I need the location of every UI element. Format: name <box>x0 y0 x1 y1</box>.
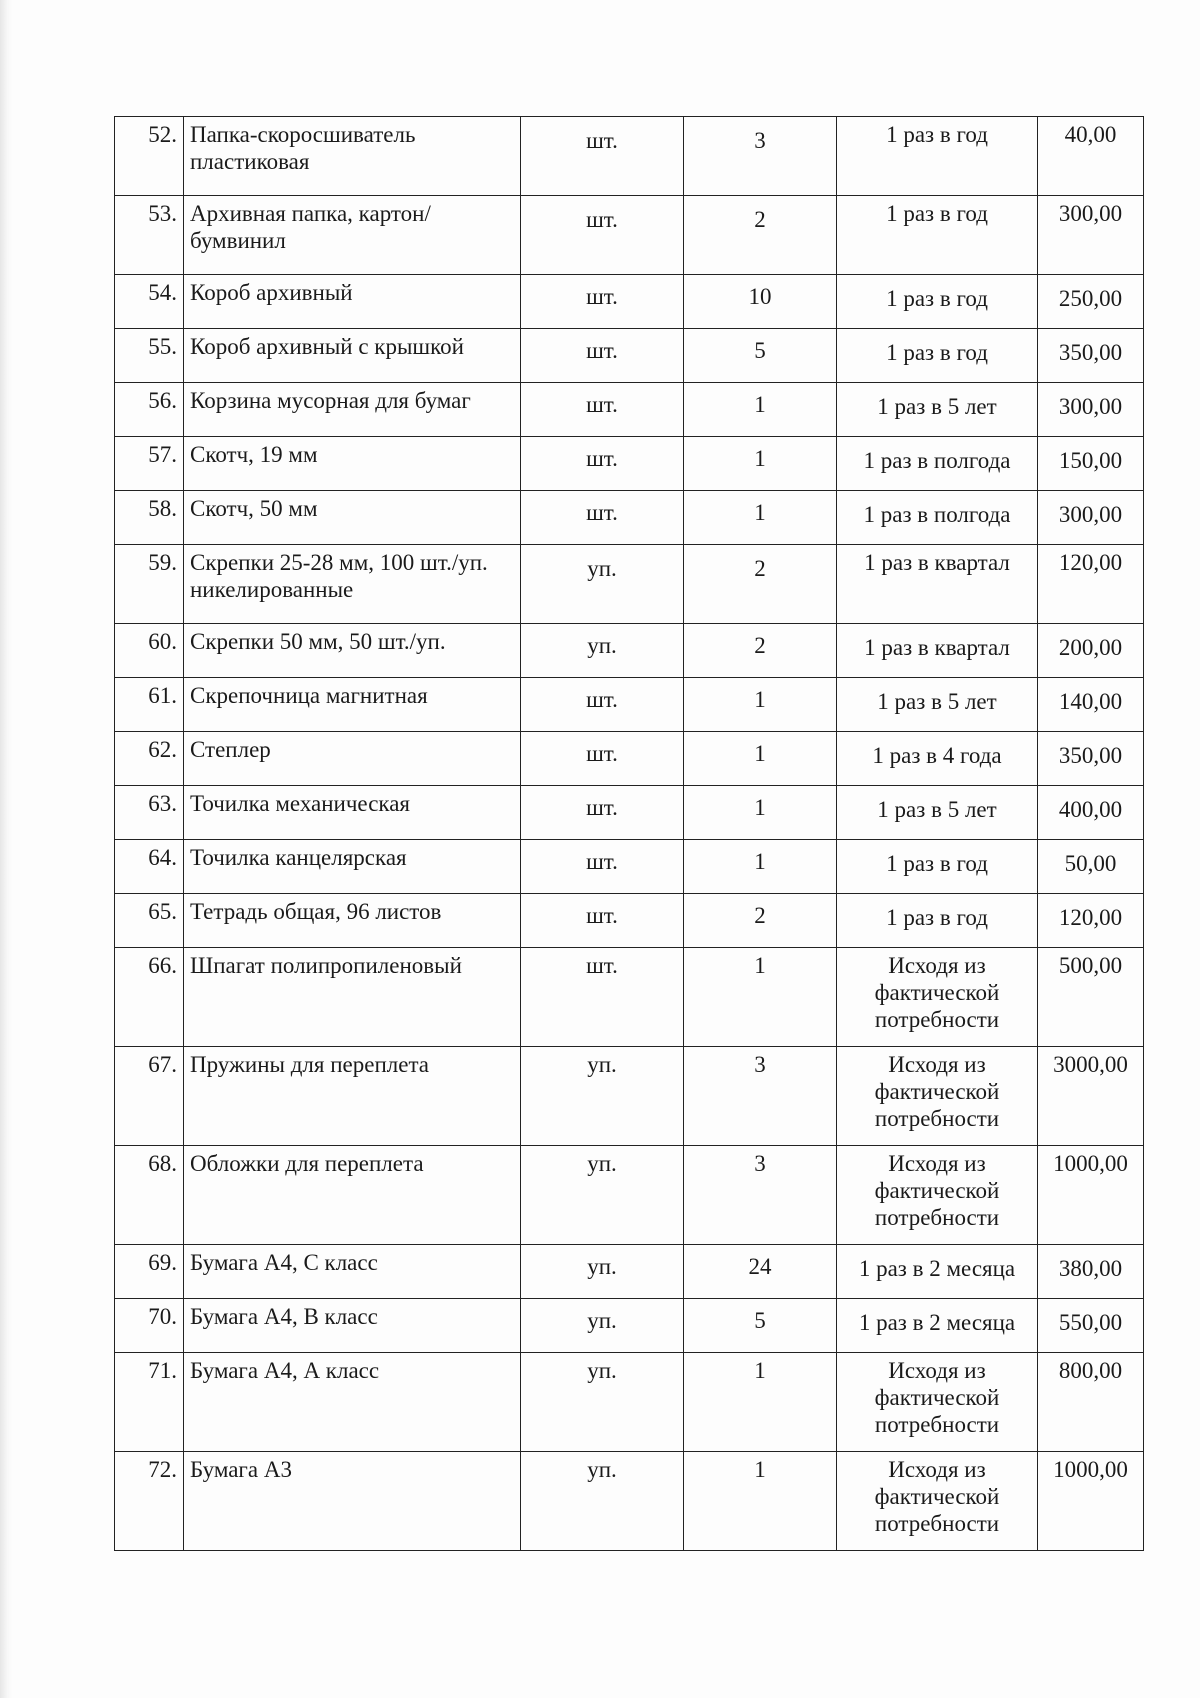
replacement-frequency: Исходя из фактической потребности <box>837 948 1038 1047</box>
quantity: 2 <box>684 196 837 275</box>
replacement-frequency: 1 раз в полгода <box>837 437 1038 491</box>
supply-table-body <box>115 117 1144 1551</box>
unit-price: 150,00 <box>1038 437 1144 491</box>
item-name: Бумага А4, С класс <box>184 1245 521 1299</box>
item-name: Скрепки 50 мм, 50 шт./уп. <box>184 624 521 678</box>
unit-price: 120,00 <box>1038 894 1144 948</box>
row-number: 67. <box>115 1047 184 1146</box>
unit-price: 350,00 <box>1038 329 1144 383</box>
item-name: Короб архивный с крышкой <box>184 329 521 383</box>
replacement-frequency: 1 раз в год <box>837 117 1038 196</box>
row-number: 68. <box>115 1146 184 1245</box>
replacement-frequency: 1 раз в год <box>837 275 1038 329</box>
unit-of-measure: шт. <box>521 329 684 383</box>
quantity: 3 <box>684 1047 837 1146</box>
unit-price: 800,00 <box>1038 1353 1144 1452</box>
row-number: 52. <box>115 117 184 196</box>
unit-of-measure: шт. <box>521 786 684 840</box>
row-number: 57. <box>115 437 184 491</box>
row-number: 62. <box>115 732 184 786</box>
unit-price: 300,00 <box>1038 196 1144 275</box>
table-row <box>115 1299 1144 1353</box>
unit-price: 500,00 <box>1038 948 1144 1047</box>
row-number: 72. <box>115 1452 184 1551</box>
row-number: 60. <box>115 624 184 678</box>
quantity: 10 <box>684 275 837 329</box>
row-number: 64. <box>115 840 184 894</box>
table-row <box>115 1452 1144 1551</box>
row-number: 65. <box>115 894 184 948</box>
replacement-frequency: 1 раз в квартал <box>837 624 1038 678</box>
scan-edge-shadow <box>0 0 12 1698</box>
row-number: 66. <box>115 948 184 1047</box>
unit-price: 1000,00 <box>1038 1146 1144 1245</box>
replacement-frequency: 1 раз в год <box>837 840 1038 894</box>
quantity: 1 <box>684 383 837 437</box>
item-name: Точилка канцелярская <box>184 840 521 894</box>
table-row <box>115 1146 1144 1245</box>
quantity: 3 <box>684 1146 837 1245</box>
unit-of-measure: шт. <box>521 117 684 196</box>
item-name: Шпагат полипропиленовый <box>184 948 521 1047</box>
unit-of-measure: шт. <box>521 383 684 437</box>
table-row <box>115 894 1144 948</box>
row-number: 56. <box>115 383 184 437</box>
unit-price: 350,00 <box>1038 732 1144 786</box>
quantity: 1 <box>684 786 837 840</box>
quantity: 2 <box>684 545 837 624</box>
unit-of-measure: шт. <box>521 732 684 786</box>
replacement-frequency: 1 раз в год <box>837 894 1038 948</box>
unit-of-measure: уп. <box>521 1452 684 1551</box>
item-name: Папка-скоросшиватель пластиковая <box>184 117 521 196</box>
item-name: Бумага А4, А класс <box>184 1353 521 1452</box>
table-row <box>115 437 1144 491</box>
table-row <box>115 786 1144 840</box>
quantity: 1 <box>684 732 837 786</box>
item-name: Бумага А3 <box>184 1452 521 1551</box>
replacement-frequency: Исходя из фактической потребности <box>837 1047 1038 1146</box>
unit-of-measure: уп. <box>521 1299 684 1353</box>
item-name: Архивная папка, картон/бумвинил <box>184 196 521 275</box>
quantity: 1 <box>684 491 837 545</box>
table-row <box>115 1047 1144 1146</box>
row-number: 71. <box>115 1353 184 1452</box>
quantity: 3 <box>684 117 837 196</box>
item-name: Пружины для переплета <box>184 1047 521 1146</box>
table-row <box>115 491 1144 545</box>
unit-of-measure: уп. <box>521 1146 684 1245</box>
replacement-frequency: 1 раз в 2 месяца <box>837 1299 1038 1353</box>
replacement-frequency: 1 раз в 5 лет <box>837 383 1038 437</box>
item-name: Скотч, 50 мм <box>184 491 521 545</box>
row-number: 53. <box>115 196 184 275</box>
quantity: 1 <box>684 437 837 491</box>
replacement-frequency: 1 раз в 5 лет <box>837 786 1038 840</box>
quantity: 24 <box>684 1245 837 1299</box>
table-row <box>115 545 1144 624</box>
unit-price: 550,00 <box>1038 1299 1144 1353</box>
unit-of-measure: шт. <box>521 437 684 491</box>
unit-price: 400,00 <box>1038 786 1144 840</box>
table-row <box>115 275 1144 329</box>
replacement-frequency: 1 раз в 2 месяца <box>837 1245 1038 1299</box>
table-row <box>115 624 1144 678</box>
table-row <box>115 840 1144 894</box>
replacement-frequency: 1 раз в полгода <box>837 491 1038 545</box>
replacement-frequency: Исходя из фактической потребности <box>837 1452 1038 1551</box>
item-name: Тетрадь общая, 96 листов <box>184 894 521 948</box>
table-row <box>115 678 1144 732</box>
item-name: Бумага А4, В класс <box>184 1299 521 1353</box>
item-name: Скрепочница магнитная <box>184 678 521 732</box>
row-number: 58. <box>115 491 184 545</box>
quantity: 1 <box>684 1353 837 1452</box>
unit-of-measure: шт. <box>521 678 684 732</box>
unit-price: 250,00 <box>1038 275 1144 329</box>
unit-price: 300,00 <box>1038 491 1144 545</box>
table-row <box>115 1353 1144 1452</box>
unit-of-measure: шт. <box>521 948 684 1047</box>
row-number: 59. <box>115 545 184 624</box>
quantity: 1 <box>684 948 837 1047</box>
row-number: 69. <box>115 1245 184 1299</box>
row-number: 63. <box>115 786 184 840</box>
item-name: Скрепки 25-28 мм, 100 шт./уп. никелированные <box>184 545 521 624</box>
item-name: Обложки для переплета <box>184 1146 521 1245</box>
item-name: Скотч, 19 мм <box>184 437 521 491</box>
unit-price: 140,00 <box>1038 678 1144 732</box>
table-row <box>115 732 1144 786</box>
item-name: Короб архивный <box>184 275 521 329</box>
replacement-frequency: Исходя из фактической потребности <box>837 1353 1038 1452</box>
replacement-frequency: 1 раз в квартал <box>837 545 1038 624</box>
unit-price: 1000,00 <box>1038 1452 1144 1551</box>
replacement-frequency: 1 раз в год <box>837 329 1038 383</box>
unit-price: 40,00 <box>1038 117 1144 196</box>
unit-price: 3000,00 <box>1038 1047 1144 1146</box>
replacement-frequency: Исходя из фактической потребности <box>837 1146 1038 1245</box>
table-row <box>115 117 1144 196</box>
table-row <box>115 329 1144 383</box>
unit-price: 300,00 <box>1038 383 1144 437</box>
table-row <box>115 948 1144 1047</box>
table-row <box>115 1245 1144 1299</box>
item-name: Точилка механическая <box>184 786 521 840</box>
unit-of-measure: уп. <box>521 1245 684 1299</box>
unit-of-measure: уп. <box>521 624 684 678</box>
row-number: 54. <box>115 275 184 329</box>
replacement-frequency: 1 раз в 5 лет <box>837 678 1038 732</box>
table-row <box>115 196 1144 275</box>
unit-of-measure: шт. <box>521 275 684 329</box>
quantity: 2 <box>684 624 837 678</box>
unit-price: 200,00 <box>1038 624 1144 678</box>
quantity: 1 <box>684 678 837 732</box>
quantity: 5 <box>684 1299 837 1353</box>
unit-of-measure: уп. <box>521 1047 684 1146</box>
unit-price: 50,00 <box>1038 840 1144 894</box>
quantity: 5 <box>684 329 837 383</box>
row-number: 70. <box>115 1299 184 1353</box>
unit-of-measure: шт. <box>521 196 684 275</box>
supply-table <box>114 116 1144 1551</box>
unit-price: 120,00 <box>1038 545 1144 624</box>
table-row <box>115 383 1144 437</box>
unit-of-measure: шт. <box>521 840 684 894</box>
item-name: Степлер <box>184 732 521 786</box>
item-name: Корзина мусорная для бумаг <box>184 383 521 437</box>
row-number: 55. <box>115 329 184 383</box>
unit-of-measure: уп. <box>521 1353 684 1452</box>
unit-price: 380,00 <box>1038 1245 1144 1299</box>
replacement-frequency: 1 раз в 4 года <box>837 732 1038 786</box>
quantity: 1 <box>684 840 837 894</box>
quantity: 2 <box>684 894 837 948</box>
unit-of-measure: шт. <box>521 491 684 545</box>
unit-of-measure: шт. <box>521 894 684 948</box>
replacement-frequency: 1 раз в год <box>837 196 1038 275</box>
quantity: 1 <box>684 1452 837 1551</box>
unit-of-measure: уп. <box>521 545 684 624</box>
row-number: 61. <box>115 678 184 732</box>
